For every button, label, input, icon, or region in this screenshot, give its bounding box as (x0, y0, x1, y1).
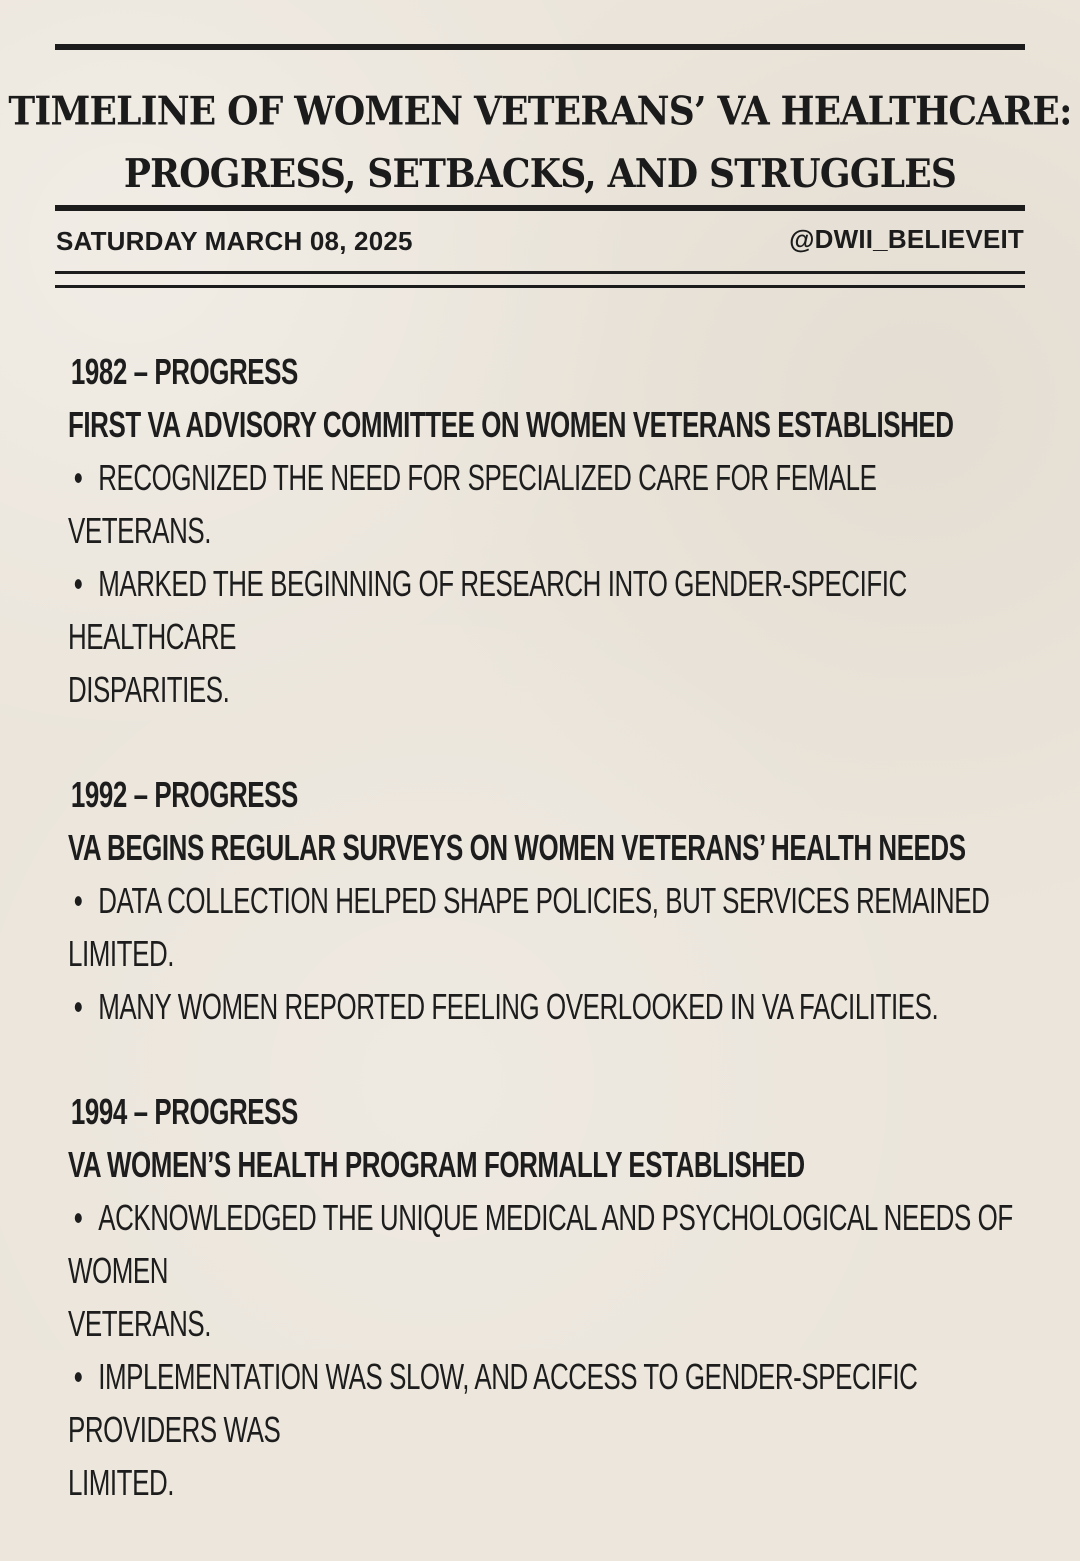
double-rule-top (55, 271, 1025, 274)
title-line-1: TIMELINE OF WOMEN VETERANS’ VA HEALTHCARE: (8, 88, 1072, 134)
bullet-marker: • (73, 563, 83, 604)
timeline-entry-1982 (68, 345, 1018, 716)
entry-bullet-continuation: LIMITED. (68, 1462, 174, 1503)
entry-subtitle: VA WOMEN’S HEALTH PROGRAM FORMALLY ESTABLISHED (68, 1144, 805, 1185)
double-rule-bottom (55, 285, 1025, 288)
bullet-marker: • (73, 1197, 83, 1238)
entry-bullet (68, 874, 1018, 980)
entry-heading: 1982 – PROGRESS (70, 351, 298, 392)
title-line-2: PROGRESS, SETBACKS, AND STRUGGLES (123, 151, 957, 197)
bullet-marker: • (73, 457, 83, 498)
social-handle: @DWII_BELIEVEIT (789, 224, 1024, 254)
entry-heading: 1994 – PROGRESS (70, 1091, 298, 1132)
bullet-marker: • (73, 986, 83, 1027)
bullet-marker: • (73, 1356, 83, 1397)
top-rule (55, 44, 1025, 50)
bullet-marker: • (73, 880, 83, 921)
timeline (68, 345, 1018, 1561)
entry-bullet-continuation: VETERANS. (68, 1303, 212, 1344)
entry-bullet (68, 1191, 1018, 1297)
bullet-text: MARKED THE BEGINNING OF RESEARCH INTO GENDER-SPECIFIC HEALTHCARE (68, 563, 907, 657)
entry-bullet (68, 1350, 1018, 1456)
entry-bullet (68, 557, 1018, 663)
entry-subtitle: FIRST VA ADVISORY COMMITTEE ON WOMEN VETERANS ESTABLISHED (68, 404, 954, 445)
bullet-text: MANY WOMEN REPORTED FEELING OVERLOOKED IN VA FACILITIES. (98, 986, 939, 1027)
entry-bullet-continuation: DISPARITIES. (68, 669, 230, 710)
timeline-entry-1992 (68, 768, 1018, 1033)
bullet-text: RECOGNIZED THE NEED FOR SPECIALIZED CARE FOR FEMALE VETERANS. (68, 457, 877, 551)
timeline-entry-1994 (68, 1085, 1018, 1509)
entry-bullet (68, 980, 1018, 1033)
entry-heading: 1992 – PROGRESS (70, 774, 298, 815)
bullet-text: IMPLEMENTATION WAS SLOW, AND ACCESS TO GENDER-SPECIFIC PROVIDERS WAS (68, 1356, 918, 1450)
bullet-text: ACKNOWLEDGED THE UNIQUE MEDICAL AND PSYCHOLOGICAL NEEDS OF WOMEN (68, 1197, 1013, 1291)
entry-subtitle: VA BEGINS REGULAR SURVEYS ON WOMEN VETERANS’ HEALTH NEEDS (68, 827, 966, 868)
page-title (0, 80, 1080, 205)
bullet-text: DATA COLLECTION HELPED SHAPE POLICIES, BUT SERVICES REMAINED LIMITED. (68, 880, 990, 974)
entry-bullet (68, 451, 1018, 557)
publication-date: SATURDAY MARCH 08, 2025 (56, 226, 413, 256)
header-divider (55, 205, 1025, 211)
